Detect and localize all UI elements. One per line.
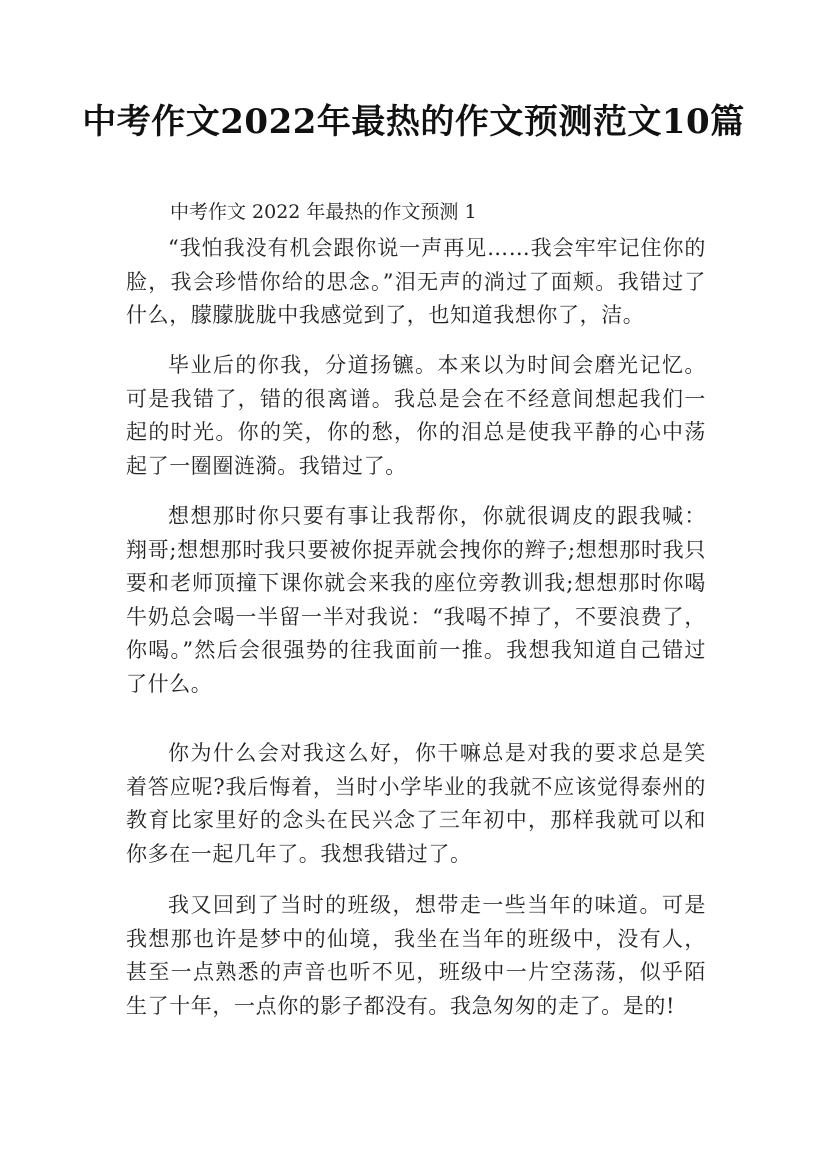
paragraph-3: 想想那时你只要有事让我帮你，你就很调皮的跟我喊：翔哥;想想那时我只要被你捉弄就会拽你的辫子;想想那时我只要和老师顶撞下课你就会来我的座位旁教训我;想想那时你喝牛奶总会喝一半留一半对我说：“我喝不掉了，不要浪费了，你喝。”然后会很强势的往我面前一推。我想我知道自己错过了什么。 bbox=[126, 504, 706, 696]
section-heading: 中考作文 2022 年最热的作文预测 1 bbox=[170, 201, 477, 223]
paragraph-2: 毕业后的你我，分道扬镳。本来以为时间会磨光记忆。可是我错了，错的很离谱。我总是会在不经意间想起我们一起的时光。你的笑，你的愁，你的泪总是使我平静的心中荡起了一圈圈涟漪。我错过了。 bbox=[126, 353, 706, 478]
paragraph-1: “我怕我没有机会跟你说一声再见……我会牢牢记住你的脸，我会珍惜你给的思念。”泪无声的淌过了面颊。我错过了什么，朦朦胧胧中我感觉到了，也知道我想你了，洁。 bbox=[126, 236, 706, 328]
document-title: 中考作文2022年最热的作文预测范文10篇 bbox=[82, 102, 745, 142]
paragraph-5: 我又回到了当时的班级，想带走一些当年的味道。可是我想那也许是梦中的仙境，我坐在当年的班级中，没有人，甚至一点熟悉的声音也听不见，班级中一片空荡荡，似乎陌生了十年，一点你的影子都没有。我急匆匆的走了。是的! bbox=[126, 893, 706, 1018]
paragraph-4: 你为什么会对我这么好，你干嘛总是对我的要求总是笑着答应呢?我后悔着，当时小学毕业的我就不应该觉得泰州的教育比家里好的念头在民兴念了三年初中，那样我就可以和你多在一起几年了。我想我错过了。 bbox=[126, 741, 706, 866]
